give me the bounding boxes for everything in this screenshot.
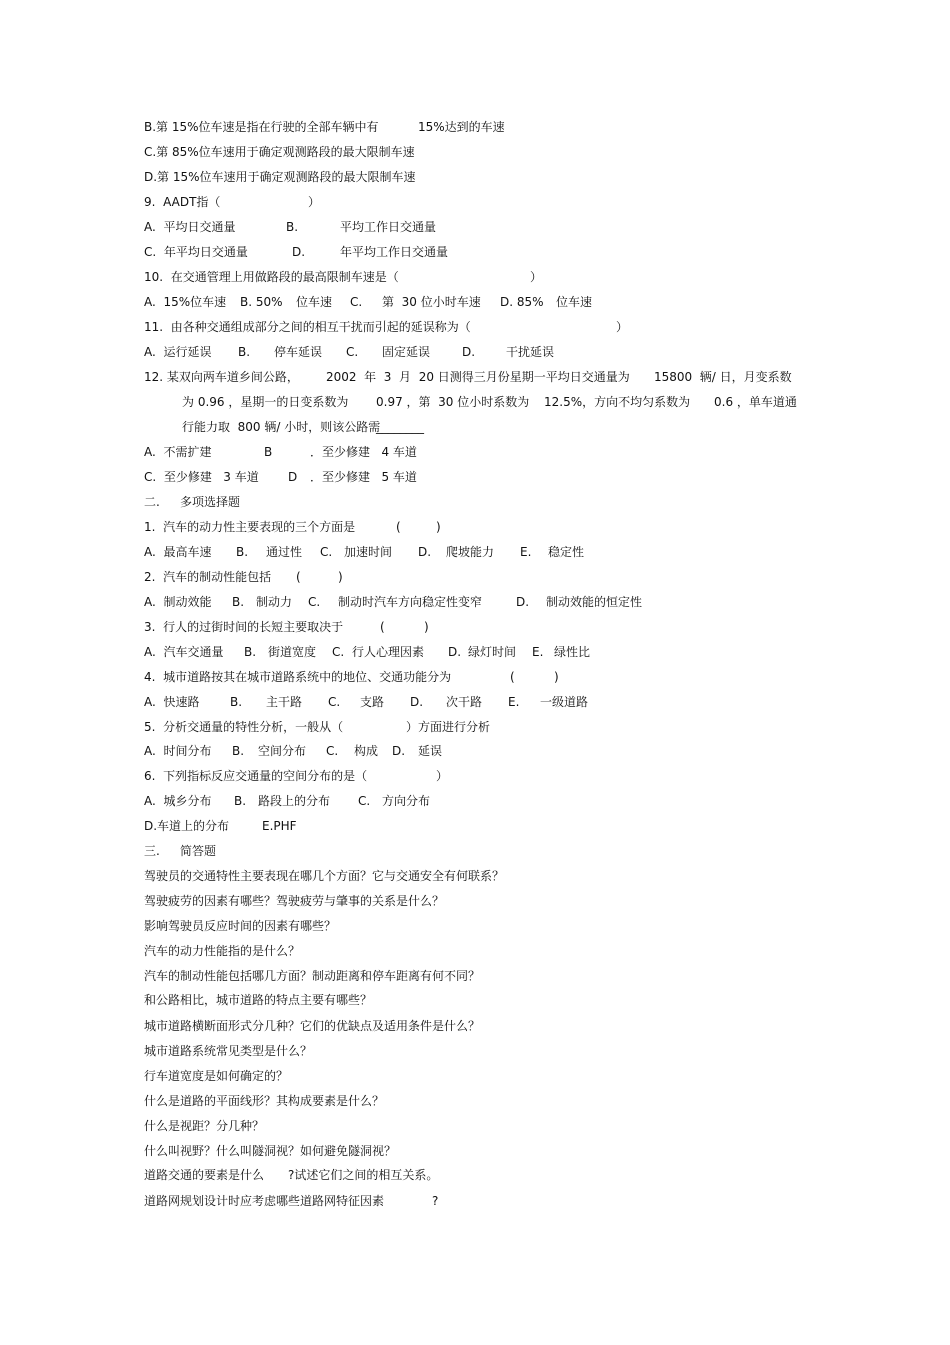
text-segment: B. xyxy=(244,645,257,659)
text-segment: B. xyxy=(234,794,247,808)
text-segment: C. xyxy=(350,295,363,309)
text-segment: B. xyxy=(238,345,251,359)
text-segment: 爬坡能力 xyxy=(446,545,495,559)
text-segment: D. xyxy=(392,744,406,758)
text-segment: D.车道上的分布 xyxy=(144,819,230,833)
text-segment: C. xyxy=(358,794,371,808)
text-segment: B. xyxy=(232,595,245,609)
text-segment: 12.5%，方向不均匀系数为 xyxy=(544,395,691,409)
text-segment: A. 最高车速 xyxy=(144,545,212,559)
text-segment: ( xyxy=(296,570,301,584)
text-segment: B xyxy=(264,445,273,459)
text-segment: 三. xyxy=(144,844,160,858)
text-segment: 位车速 xyxy=(296,295,333,309)
text-segment: B. xyxy=(232,744,245,758)
text-segment: 一级道路 xyxy=(540,695,589,709)
text-segment: ) xyxy=(424,620,429,634)
text-segment: 延误 xyxy=(418,744,443,758)
text-segment: D. xyxy=(410,695,424,709)
text-segment: A. 汽车交通量 xyxy=(144,645,224,659)
text-segment: 5. 分析交通量的特性分析，一般从（ xyxy=(144,720,344,734)
text-segment: 固定延误 xyxy=(382,345,431,359)
text-segment: 驾驶疲劳的因素有哪些？驾驶疲劳与肇事的关系是什么？ xyxy=(144,894,445,908)
text-segment: D. 85% xyxy=(500,295,544,309)
text-segment: ） xyxy=(308,195,321,209)
text-segment: A. 运行延误 xyxy=(144,345,212,359)
text-segment: E.PHF xyxy=(262,819,297,833)
text-segment: 绿性比 xyxy=(554,645,591,659)
text-segment: 2. 汽车的制动性能包括 xyxy=(144,570,272,584)
text-segment: ） xyxy=(616,320,629,334)
text-segment: A. 15%位车速 xyxy=(144,295,227,309)
text-segment: 汽车的制动性能包括哪几方面？制动距离和停车距离有何不同？ xyxy=(144,969,481,983)
text-segment: A. 不需扩建 xyxy=(144,445,212,459)
text-segment: E. xyxy=(532,645,544,659)
text-segment: 6. 下列指标反应交通量的空间分布的是（ xyxy=(144,769,368,783)
text-segment: D. xyxy=(516,595,530,609)
text-segment: 4. 城市道路按其在城市道路系统中的地位、交通功能分为 xyxy=(144,670,452,684)
text-segment: 什么叫视野？什么叫隧洞视？如何避免隧洞视？ xyxy=(144,1144,397,1158)
text-segment: 15%达到的车速 xyxy=(418,120,505,134)
text-segment: 0.6 ，单车道通 xyxy=(714,395,797,409)
text-segment: 3. 行人的过街时间的长短主要取决于 xyxy=(144,620,344,634)
text-segment: 什么是视距？分几种？ xyxy=(144,1119,265,1133)
text-segment: 道路网规划设计时应考虑哪些道路网特征因素 xyxy=(144,1194,385,1208)
text-segment: E. xyxy=(508,695,520,709)
text-segment: 路段上的分布 xyxy=(258,794,331,808)
text-segment: 为 0.96 ，星期一的日变系数为 xyxy=(182,395,349,409)
text-segment: ? xyxy=(432,1194,439,1208)
text-segment: 什么是道路的平面线形？其构成要素是什么？ xyxy=(144,1094,385,1108)
text-segment: A. 平均日交通量 xyxy=(144,220,236,234)
text-segment: 0.97 ，第 30 位小时系数为 xyxy=(376,395,530,409)
text-segment: ( xyxy=(380,620,385,634)
text-segment: 道路交通的要素是什么 xyxy=(144,1168,265,1182)
text-segment: 简答题 xyxy=(180,844,217,858)
text-segment: 主干路 xyxy=(266,695,303,709)
text-segment: C. 至少修建 3 车道 xyxy=(144,470,259,484)
text-segment: ) xyxy=(338,570,343,584)
text-segment: A. 制动效能 xyxy=(144,595,212,609)
text-segment: 平均工作日交通量 xyxy=(340,220,437,234)
text-segment: 制动时汽车方向稳定性变窄 xyxy=(338,595,483,609)
text-segment: B.第 15%位车速是指在行驶的全部车辆中有 xyxy=(144,120,379,134)
text-segment: 年平均工作日交通量 xyxy=(340,245,449,259)
text-segment: 绿灯时间 xyxy=(468,645,517,659)
text-segment: 干扰延误 xyxy=(506,345,555,359)
text-segment: B. xyxy=(230,695,243,709)
text-segment: ．至少修建 4 车道 xyxy=(310,445,417,459)
text-segment: 位车速 xyxy=(556,295,593,309)
text-segment: 次干路 xyxy=(446,695,483,709)
text-segment: 影响驾驶员反应时间的因素有哪些？ xyxy=(144,919,337,933)
text-segment: 12. 某双向两车道乡间公路， xyxy=(144,370,299,384)
text-segment: D. xyxy=(448,645,462,659)
text-segment: 9. AADT指（ xyxy=(144,195,221,209)
text-segment: 汽车的动力性能指的是什么？ xyxy=(144,944,301,958)
text-segment: C.第 85%位车速用于确定观测路段的最大限制车速 xyxy=(144,145,415,159)
text-segment: B. 50% xyxy=(240,295,283,309)
text-segment: ） xyxy=(436,769,449,783)
text-segment: 街道宽度 xyxy=(268,645,317,659)
text-segment: A. 时间分布 xyxy=(144,744,212,758)
text-segment: ( xyxy=(510,670,515,684)
text-segment: ( xyxy=(396,520,401,534)
text-segment: ) xyxy=(554,670,559,684)
text-segment: 多项选择题 xyxy=(180,495,241,509)
text-segment: ）方面进行分析 xyxy=(406,720,491,734)
text-segment: 11. 由各种交通组成部分之间的相互干扰而引起的延误称为（ xyxy=(144,320,471,334)
text-segment: 10. 在交通管理上用做路段的最高限制车速是（ xyxy=(144,270,399,284)
text-segment: 稳定性 xyxy=(548,545,585,559)
text-segment: C. xyxy=(326,744,339,758)
text-segment: 和公路相比，城市道路的特点主要有哪些？ xyxy=(144,993,373,1007)
text-segment: 通过性 xyxy=(266,545,303,559)
text-segment: C. xyxy=(346,345,359,359)
text-segment: D. xyxy=(418,545,432,559)
text-segment: D xyxy=(288,470,298,484)
text-segment: B. xyxy=(286,220,299,234)
text-segment: C. xyxy=(308,595,321,609)
text-segment: D. xyxy=(292,245,306,259)
text-segment: 停车延误 xyxy=(274,345,323,359)
text-segment: 行车道宽度是如何确定的？ xyxy=(144,1069,289,1083)
text-segment: A. 城乡分布 xyxy=(144,794,212,808)
text-segment: 1. 汽车的动力性主要表现的三个方面是 xyxy=(144,520,356,534)
text-segment: 制动效能的恒定性 xyxy=(546,595,643,609)
text-segment: ________ xyxy=(376,420,424,434)
text-segment: 城市道路系统常见类型是什么？ xyxy=(144,1044,313,1058)
text-segment: 加速时间 xyxy=(344,545,393,559)
text-segment: 构成 xyxy=(354,744,379,758)
text-segment: ) xyxy=(436,520,441,534)
text-segment: 2002 年 3 月 20 日测得三月份星期一平均日交通量为 xyxy=(326,370,630,384)
text-segment: 支路 xyxy=(360,695,385,709)
text-segment: E. xyxy=(520,545,532,559)
text-segment: B. xyxy=(236,545,249,559)
text-segment: 城市道路横断面形式分几种？它们的优缺点及适用条件是什么？ xyxy=(144,1019,481,1033)
text-segment: A. 快速路 xyxy=(144,695,200,709)
text-segment: 方向分布 xyxy=(382,794,431,808)
text-segment: ．至少修建 5 车道 xyxy=(310,470,417,484)
text-segment: 二. xyxy=(144,495,160,509)
text-segment: ?试述它们之间的相互关系。 xyxy=(288,1168,439,1182)
text-segment: 第 30 位小时车速 xyxy=(382,295,481,309)
text-segment: 空间分布 xyxy=(258,744,307,758)
text-segment: C. xyxy=(332,645,345,659)
text-segment: 15800 辆/ 日，月变系数 xyxy=(654,370,792,384)
text-segment: ） xyxy=(530,270,543,284)
text-segment: D. xyxy=(462,345,476,359)
text-segment: 行能力取 800 辆/ 小时，则该公路需 xyxy=(182,420,381,434)
text-segment: C. xyxy=(320,545,333,559)
text-segment: D.第 15%位车速用于确定观测路段的最大限制车速 xyxy=(144,170,416,184)
text-segment: C. xyxy=(328,695,341,709)
text-segment: 行人心理因素 xyxy=(352,645,425,659)
text-segment: 驾驶员的交通特性主要表现在哪几个方面？它与交通安全有何联系？ xyxy=(144,869,505,883)
text-segment: 制动力 xyxy=(256,595,293,609)
text-segment: C. 年平均日交通量 xyxy=(144,245,248,259)
